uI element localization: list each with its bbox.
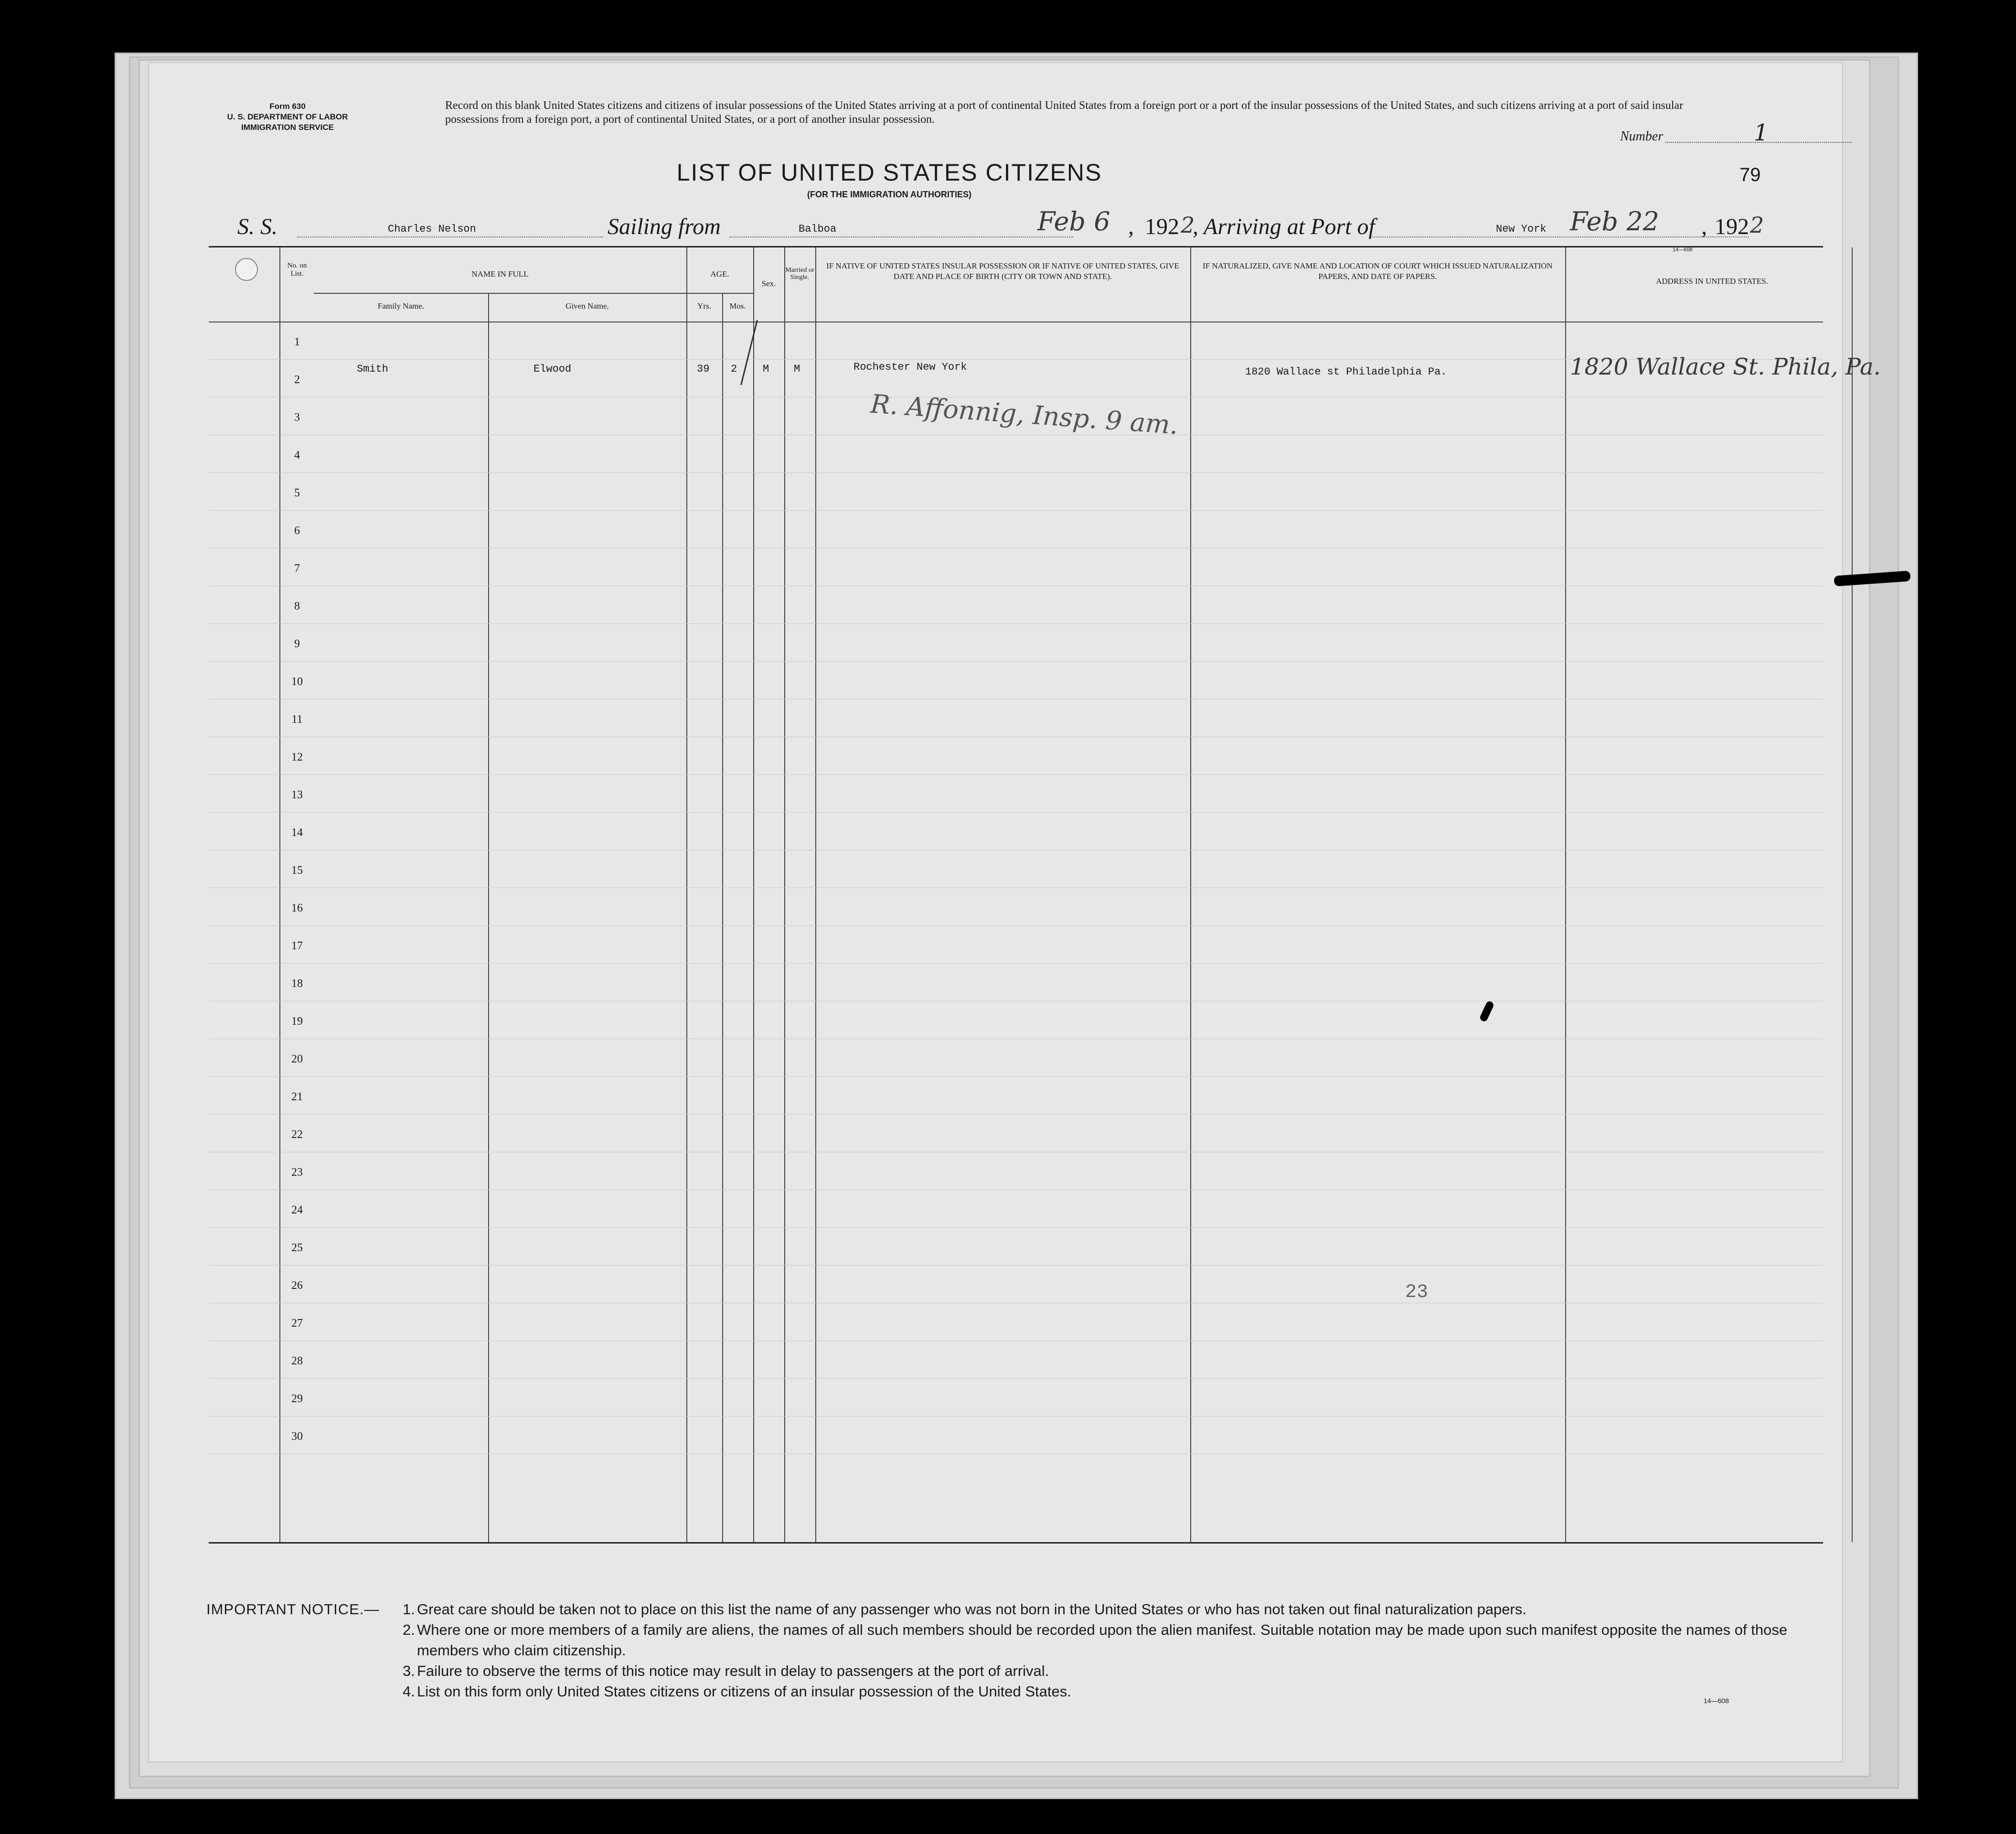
- entry-address: 1820 Wallace St. Phila, Pa.: [1570, 354, 1881, 380]
- record-instructions: Record on this blank United States citizens and citizens of insular possessions of the United States arriving at a port of continental United States from a foreign port or a port of the insular possessions of the United States, and such citizens arriving at a port of said insular possessions from a foreign port, a port of continental United States, or a port of another insular possession.: [445, 99, 1684, 126]
- header-family-name: Family Name.: [377, 301, 425, 311]
- entry-given-name: Elwood: [533, 363, 572, 375]
- header-name-in-full: NAME IN FULL: [471, 269, 529, 279]
- year-suffix-2: 2: [1750, 212, 1764, 238]
- header-age: AGE.: [710, 269, 729, 279]
- row-number: 21: [291, 1091, 303, 1103]
- age-subdivider: [686, 293, 753, 294]
- row-line: [209, 472, 1823, 473]
- header-given-name: Given Name.: [565, 301, 609, 311]
- col-line: [784, 247, 785, 1542]
- entry-naturalized: 1820 Wallace st Philadelphia Pa.: [1245, 366, 1447, 378]
- row-number: 17: [291, 940, 303, 952]
- row-number: 6: [294, 525, 300, 537]
- row-number: 5: [294, 487, 300, 499]
- arrival-port: New York: [1496, 223, 1547, 235]
- row-number: 3: [294, 411, 300, 424]
- ship-name: Charles Nelson: [388, 223, 476, 235]
- notice-item: 2. Where one or more members of a family are aliens, the names of all such members should be recorded upon the alien manifest. Suitable notation may be made upon such manifest opposite the names of those members who claim citizenship.: [403, 1621, 1788, 1659]
- form-number: Form 630: [269, 102, 306, 111]
- row-number: 18: [291, 977, 303, 990]
- row-line: [209, 812, 1823, 813]
- row-number: 25: [291, 1242, 303, 1254]
- row-number: 22: [291, 1128, 303, 1141]
- number-value: 1: [1754, 119, 1769, 146]
- col-line: [722, 293, 723, 1542]
- entry-marital: M: [794, 363, 800, 375]
- print-code-bottom: 14—608: [1704, 1697, 1729, 1705]
- print-code-top: 14—608: [1673, 247, 1693, 253]
- year-comma-2: ,: [1701, 214, 1707, 239]
- binder-hole: [56, 674, 84, 701]
- year-prefix-1: 192: [1145, 214, 1179, 239]
- header-married-single: Married or Single.: [785, 267, 814, 281]
- col-line: [1565, 247, 1566, 1542]
- sailing-label: Sailing from: [608, 214, 721, 239]
- binder-hole: [56, 1550, 84, 1578]
- arriving-label: , Arriving at Port of: [1193, 214, 1375, 239]
- form-meta: [187, 101, 388, 133]
- sail-date: Feb 6: [1037, 206, 1110, 236]
- header-native: IF NATIVE OF UNITED STATES INSULAR POSSESSION OR IF NATIVE OF UNITED STATES, GIVE DATE AND PLACE OF BIRTH (CITY OR TOWN AND STATE).: [826, 261, 1179, 281]
- from-line: [729, 236, 1073, 237]
- department-name: U. S. DEPARTMENT OF LABOR: [227, 112, 348, 121]
- col-line: [1190, 247, 1191, 1542]
- page-subtitle: (FOR THE IMMIGRATION AUTHORITIES): [807, 190, 971, 199]
- row-number: 15: [291, 864, 303, 877]
- ship-line: [297, 236, 603, 237]
- row-line: [209, 774, 1823, 775]
- row-line: [209, 963, 1823, 964]
- binder-hole: [56, 1223, 84, 1251]
- entry-yrs: 39: [697, 363, 710, 375]
- row-line: [209, 1378, 1823, 1379]
- page-number: 79: [1739, 164, 1761, 185]
- row-number: 20: [291, 1053, 303, 1065]
- entry-birthplace: Rochester New York: [853, 361, 967, 373]
- punch-ring: [235, 258, 258, 281]
- binder-hole: [56, 268, 84, 295]
- year-prefix-2: 192: [1715, 214, 1749, 239]
- year-comma: ,: [1128, 214, 1134, 239]
- row-number: 9: [294, 638, 300, 650]
- notice-item: 3. Failure to observe the terms of this notice may result in delay to passengers at the port of arrival.: [403, 1662, 1049, 1679]
- row-number: 11: [291, 713, 303, 726]
- row-number: 24: [291, 1204, 303, 1216]
- binder-hole: [56, 592, 84, 620]
- row-line: [209, 661, 1823, 662]
- inspector-signature: R. Affonnig, Insp. 9 am.: [869, 388, 1179, 440]
- col-line: [815, 247, 816, 1542]
- manifest-sheet: [148, 62, 1881, 1762]
- row-number: 19: [291, 1015, 303, 1028]
- notice-item: 4. List on this form only United States citizens or citizens of an insular possession of the United States.: [403, 1683, 1071, 1700]
- stray-number: 23: [1405, 1282, 1429, 1303]
- row-number: 14: [291, 826, 303, 839]
- ss-label: S. S.: [237, 214, 277, 239]
- number-label: Number: [1620, 129, 1664, 144]
- binder-hole: [56, 1142, 84, 1169]
- from-port: Balboa: [799, 223, 837, 235]
- tick-mark: [740, 320, 758, 386]
- row-line: [209, 925, 1823, 926]
- row-line: [209, 1114, 1823, 1115]
- row-number: 1: [294, 336, 300, 348]
- row-number: 23: [291, 1166, 303, 1179]
- row-line: [209, 1265, 1823, 1266]
- arrival-line: [1372, 236, 1749, 237]
- row-number: 16: [291, 902, 303, 914]
- notice-items: [405, 1599, 1818, 1702]
- col-line: [1852, 247, 1853, 1542]
- page-title: LIST OF UNITED STATES CITIZENS: [676, 159, 1102, 186]
- row-number: 8: [294, 600, 300, 612]
- row-number: 28: [291, 1355, 303, 1367]
- col-line: [488, 293, 489, 1542]
- col-line: [686, 247, 687, 1542]
- row-number: 29: [291, 1393, 303, 1405]
- row-number: 13: [291, 789, 303, 801]
- row-line: [209, 623, 1823, 624]
- row-number: 2: [294, 374, 300, 386]
- header-yrs: Yrs.: [697, 301, 711, 311]
- header-no-on-list: No. on List.: [287, 262, 307, 278]
- header-address: ADDRESS IN UNITED STATES.: [1656, 277, 1768, 286]
- notice-lead: IMPORTANT NOTICE.—: [206, 1601, 380, 1618]
- row-line: [209, 1076, 1823, 1077]
- row-number: 27: [291, 1317, 303, 1330]
- row-number: 12: [291, 751, 303, 763]
- header-naturalized: IF NATURALIZED, GIVE NAME AND LOCATION OF COURT WHICH ISSUED NATURALIZATION PAPERS, AND DATE OF PAPERS.: [1203, 261, 1553, 281]
- year-suffix-1: 2: [1181, 212, 1195, 238]
- service-name: IMMIGRATION SERVICE: [241, 123, 334, 132]
- row-line: [209, 510, 1823, 511]
- name-subdivider: [314, 293, 686, 294]
- arrival-date: Feb 22: [1570, 206, 1659, 236]
- row-number: 7: [294, 562, 300, 575]
- col-line: [753, 247, 754, 1542]
- row-number: 4: [294, 449, 300, 461]
- header-mos: Mos.: [729, 301, 746, 311]
- col-line: [279, 247, 280, 1542]
- row-number: 30: [291, 1430, 303, 1443]
- binder-hole: [56, 1471, 84, 1499]
- notice-item: 1. Great care should be taken not to place on this list the name of any passenger who was not born in the United States or who has not taken out final naturalization papers.: [403, 1601, 1526, 1618]
- entry-sex: M: [763, 363, 769, 375]
- row-line: [209, 1227, 1823, 1228]
- row-number: 26: [291, 1279, 303, 1292]
- passenger-table: [209, 246, 1881, 1544]
- header-sex: Sex.: [761, 279, 776, 288]
- row-number: 10: [291, 676, 303, 688]
- binder-hole: [56, 346, 84, 374]
- entry-mos: 2: [731, 363, 737, 375]
- entry-family-name: Smith: [357, 363, 389, 375]
